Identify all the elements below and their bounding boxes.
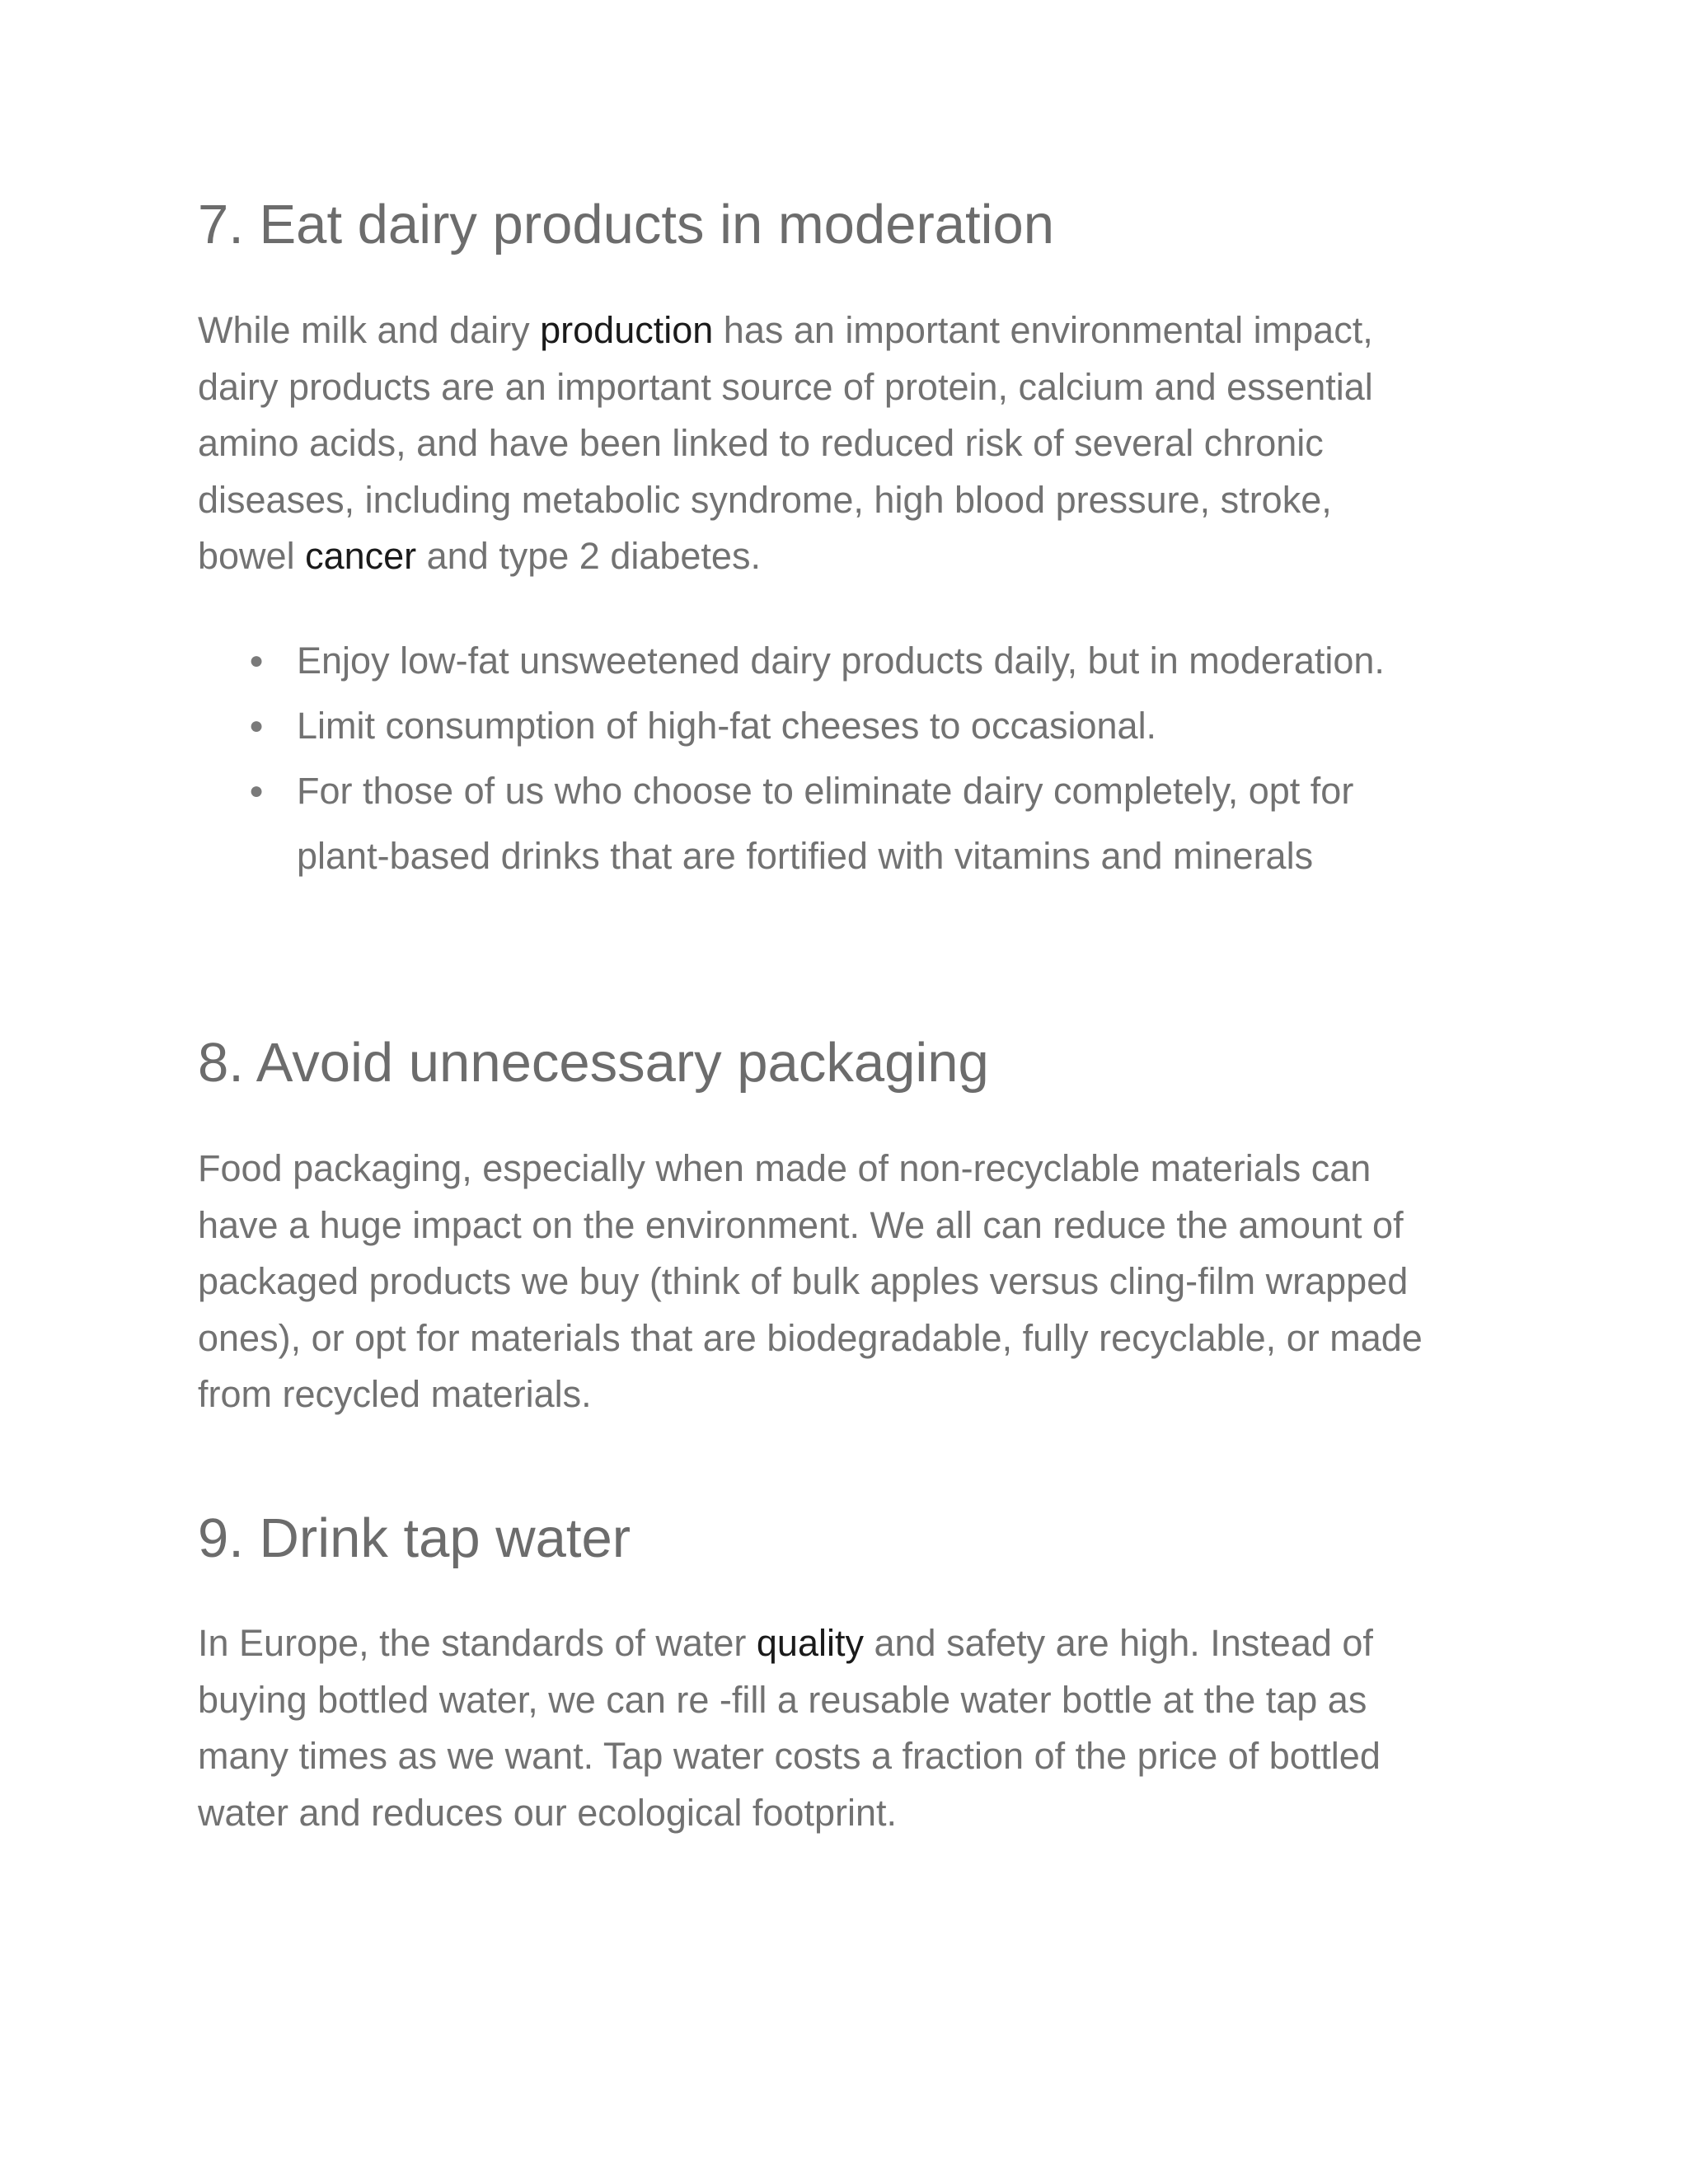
section-7-paragraph bbox=[198, 302, 1500, 585]
section-9-heading: 9. Drink tap water bbox=[198, 1507, 631, 1569]
bullet-icon: ● bbox=[249, 647, 265, 674]
paragraph-line: have a huge impact on the environment. We all can reduce the amount of bbox=[198, 1203, 1404, 1246]
section-8-paragraph bbox=[198, 1141, 1500, 1423]
list-item bbox=[198, 628, 1500, 693]
bullet-icon: ● bbox=[249, 777, 265, 804]
bullet-icon: ● bbox=[249, 712, 265, 739]
paragraph-line: ones), or opt for materials that are biodegradable, fully recyclable, or made bbox=[198, 1316, 1423, 1359]
list-item bbox=[198, 693, 1500, 758]
paragraph-line: buying bottled water, we can re -fill a reusable water bottle at the tap as bbox=[198, 1678, 1367, 1721]
paragraph-line: amino acids, and have been linked to reduced risk of several chronic bbox=[198, 422, 1324, 464]
section-9-paragraph bbox=[198, 1615, 1500, 1841]
paragraph-line: Food packaging, especially when made of non-recyclable materials can bbox=[198, 1147, 1372, 1189]
quality-link[interactable]: quality bbox=[756, 1622, 864, 1664]
section-7-heading: 7. Eat dairy products in moderation bbox=[198, 194, 1055, 255]
list-item bbox=[198, 758, 1500, 888]
production-link[interactable]: production bbox=[540, 309, 714, 351]
section-7-bullet-list bbox=[198, 628, 1500, 888]
cancer-link[interactable]: cancer bbox=[305, 535, 417, 577]
bullet-line: Limit consumption of high-fat cheeses to occasional. bbox=[297, 705, 1157, 747]
paragraph-line: diseases, including metabolic syndrome, high blood pressure, stroke, bbox=[198, 478, 1332, 521]
paragraph-line: many times as we want. Tap water costs a fraction of the price of bottled bbox=[198, 1735, 1381, 1777]
paragraph-line: dairy products are an important source of protein, calcium and essential bbox=[198, 365, 1373, 408]
bullet-line: For those of us who choose to eliminate dairy completely, opt for bbox=[297, 770, 1354, 812]
bullet-line: plant-based drinks that are fortified with vitamins and minerals bbox=[297, 835, 1314, 877]
paragraph-line: bowel cancer and type 2 diabetes. bbox=[198, 535, 761, 577]
section-8-heading: 8. Avoid unnecessary packaging bbox=[198, 1032, 989, 1094]
paragraph-line: packaged products we buy (think of bulk apples versus cling-film wrapped bbox=[198, 1260, 1409, 1302]
paragraph-line: from recycled materials. bbox=[198, 1373, 592, 1415]
paragraph-line: While milk and dairy production has an important environmental impact, bbox=[198, 309, 1373, 351]
paragraph-line: In Europe, the standards of water quality and safety are high. Instead of bbox=[198, 1622, 1373, 1664]
bullet-line: Enjoy low-fat unsweetened dairy products daily, but in moderation. bbox=[297, 640, 1385, 682]
paragraph-line: water and reduces our ecological footprint. bbox=[198, 1791, 897, 1834]
